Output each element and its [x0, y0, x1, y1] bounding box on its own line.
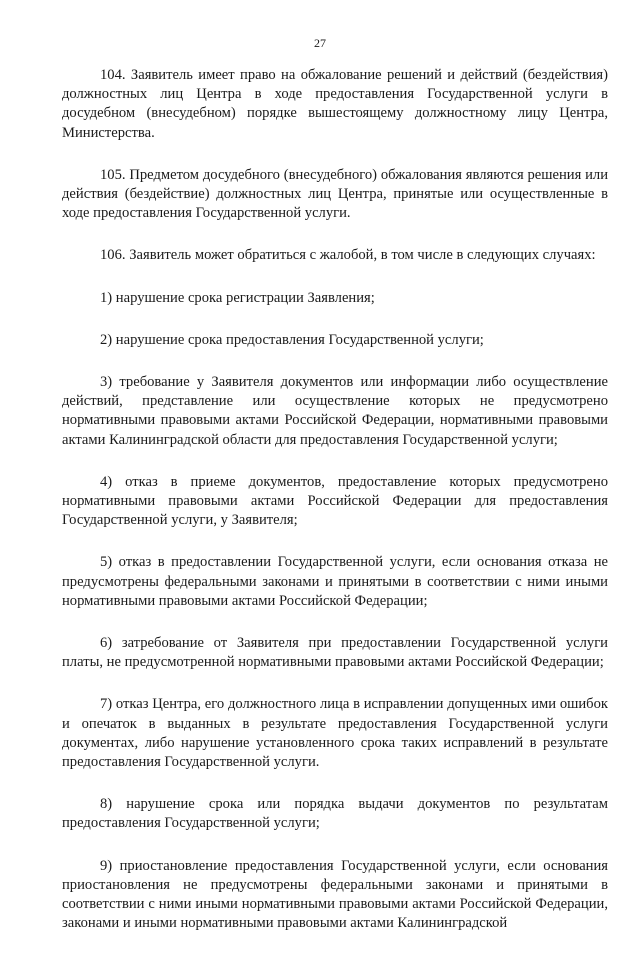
document-body [62, 66, 608, 957]
list-item-8: 8) нарушение срока или порядка выдачи документов по результатам предоставления Государственной услуги; [62, 796, 608, 832]
paragraph-105: 105. Предметом досудебного (внесудебного) обжалования являются решения или действия (бездействие) должностных лиц Центра, принятые или осуществленные в ходе предоставления Государственной услуги. [62, 166, 608, 222]
list-item-4: 4) отказ в приеме документов, предоставление которых предусмотрено нормативными правовыми актами Российской Федерации для предоставления Государственной услуги, у Заявителя; [62, 473, 608, 529]
paragraph-104: 104. Заявитель имеет право на обжалование решений и действий (бездействия) должностных лиц Центра в ходе предоставления Государственной услуги в досудебном (внесудебном) порядке вышестоящему должностному лицу Центра, Министерства. [62, 67, 608, 141]
paragraph-106: 106. Заявитель может обратиться с жалобой, в том числе в следующих случаях: [100, 247, 596, 264]
list-item-3: 3) требование у Заявителя документов или информации либо осуществление действий, представление или осуществление которых не предусмотрено нормативными правовыми актами Российской Федерации, нормативными правовыми актами Калининградской области для предоставления Государственной услуги; [62, 374, 608, 448]
list-item-6: 6) затребование от Заявителя при предоставлении Государственной услуги платы, не предусмотренной нормативными правовыми актами Российской Федерации; [62, 635, 608, 671]
list-item-2: 2) нарушение срока предоставления Государственной услуги; [100, 331, 484, 348]
list-item-5: 5) отказ в предоставлении Государственной услуги, если основания отказа не предусмотрены федеральными законами и принятыми в соответствии с ними иными нормативными правовыми актами Российской Федерации; [62, 554, 608, 609]
list-item-1: 1) нарушение срока регистрации Заявления; [100, 289, 375, 306]
page-number: 27 [314, 36, 326, 50]
list-item-7: 7) отказ Центра, его должностного лица в исправлении допущенных ими ошибок и опечаток в выданных в результате предоставления Государственной услуги документах, либо нарушение установленного срока таких исправлений в результате предоставления Государственной услуги. [62, 696, 608, 771]
list-item-9: 9) приостановление предоставления Государственной услуги, если основания приостановления не предусмотрены федеральными законами и принятыми в соответствии с ними иными нормативными правовыми актами Российской Федерации, законами и иными нормативными правовыми актами Калининградской [62, 857, 608, 932]
